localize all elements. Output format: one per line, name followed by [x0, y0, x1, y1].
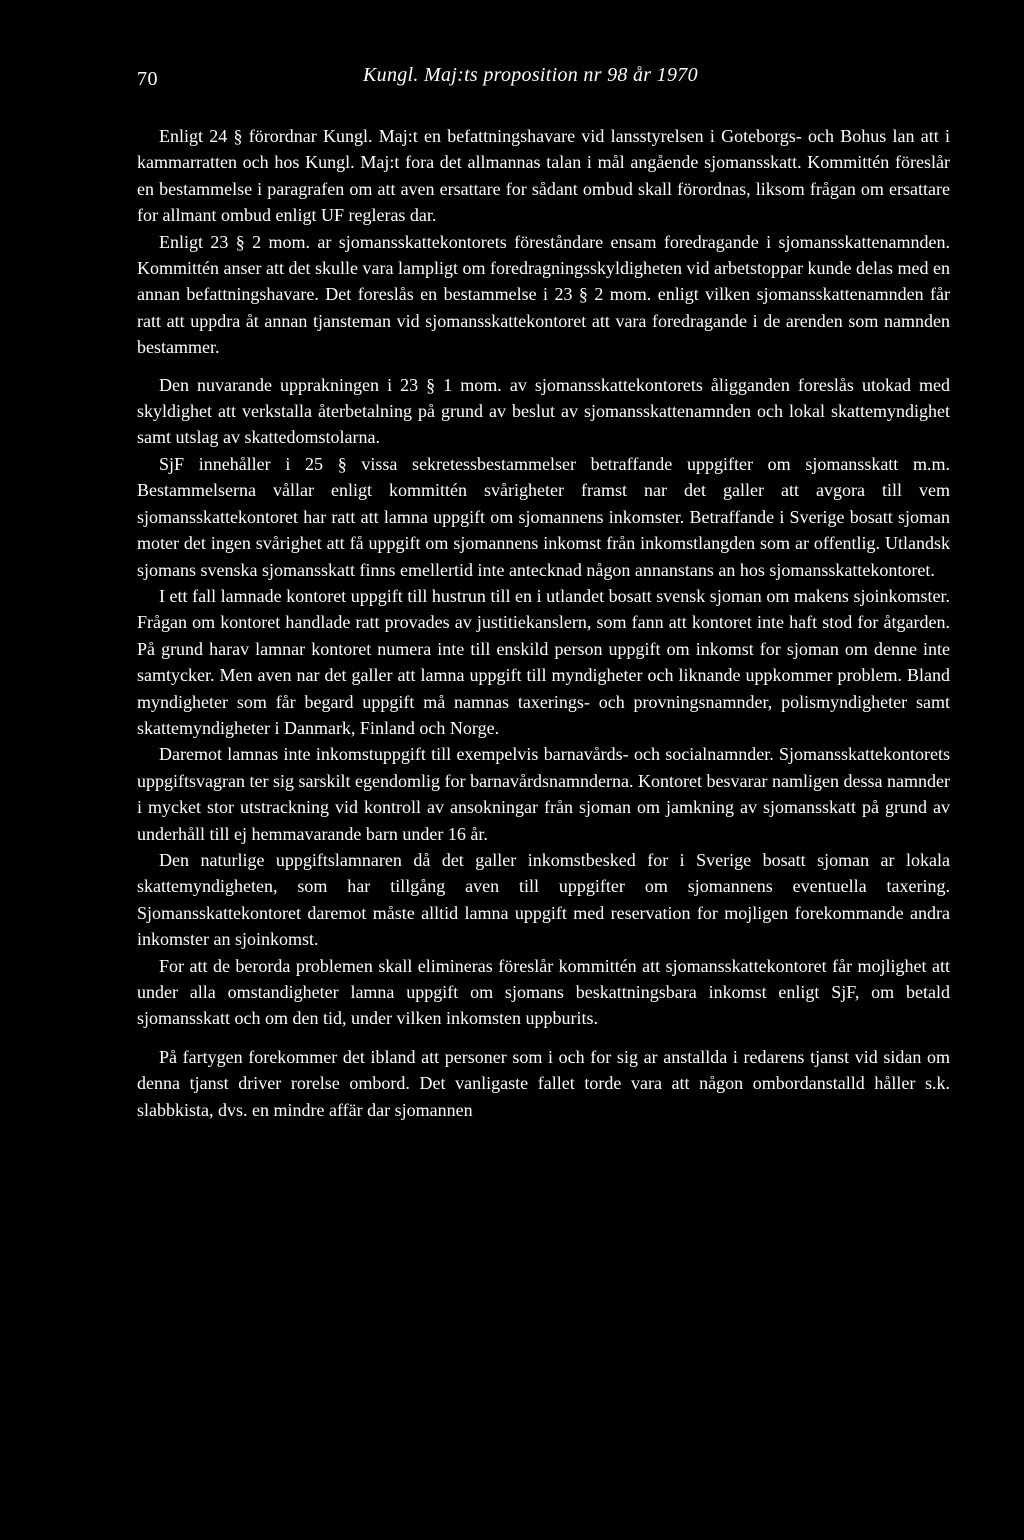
paragraph: Daremot lamnas inte inkomstuppgift till exempelvis barnavårds- och socialnamnder. Sjomansskattekontorets uppgiftsvagran ter sig sarskilt egendomlig for barnavårdsnamnderna. Kontoret besvarar namligen dessa namnder i mycket stor utstrackning vid kontroll av ansokningar från sjoman om jamkning av sjomansskatt på grund av underhåll till ej hemmavarande barn under 16 år. — [137, 744, 950, 844]
paragraph: Den nuvarande upprakningen i 23 § 1 mom. av sjomansskattekontorets åligganden foreslås utokad med skyldighet att verkstalla återbetalning på grund av beslut av sjomansskattenamnden och lokal skattemyndighet samt utslag av skattedomstolarna. — [137, 374, 950, 448]
paragraph: For att de berorda problemen skall elimineras föreslår kommittén att sjomansskattekontoret får mojlighet att under alla omstandigheter lamna uppgift om sjomans beskattningsbara inkomst enligt SjF, om betald sjomansskatt och om den tid, under vilken inkomsten uppburits. — [137, 955, 950, 1029]
paragraph: På fartygen forekommer det ibland att personer som i och for sig ar anstallda i redarens tjanst vid sidan om denna tjanst driver rorelse ombord. Det vanligaste fallet torde vara att någon ombordanstalld håller s.k. slabbkista, dvs. en mindre affär dar sjomannen — [137, 1046, 950, 1120]
paragraph: Enligt 23 § 2 mom. ar sjomansskattekontorets föreståndare ensam foredragande i sjomansskattenamnden. Kommittén anser att det skulle vara lampligt om foredragningsskyldigheten vid arbetstoppar kunde delas med en annan befattningshavare. Det foreslås en bestammelse i 23 § 2 mom. enligt vilken sjomansskattenamnden får ratt att uppdra åt annan tjansteman vid sjomansskattekontoret att vara foredragande i de arenden som namnden bestammer. — [137, 231, 950, 358]
running-head: Kungl. Maj:ts proposition nr 98 år 1970 — [363, 64, 698, 86]
paragraph: Den naturlige uppgiftslamnaren då det galler inkomstbesked for i Sverige bosatt sjoman ar lokala skattemyndigheten, som har tillgång aven till uppgifter om sjomannens eventuella taxering. Sjomansskattekontoret daremot måste alltid lamna uppgift med reservation for mojligen forekommande andra inkomster an sjoinkomst. — [137, 849, 950, 950]
body-text — [137, 123, 950, 1123]
page-number: 70 — [137, 68, 158, 90]
paragraph: Enligt 24 § förordnar Kungl. Maj:t en befattningshavare vid lansstyrelsen i Goteborgs- och Bohus lan att i kammarratten och hos Kungl. Maj:t fora det allmannas talan i mål angående sjomansskatt. Kommittén föreslår en bestammelse i paragrafen om att aven ersattare for sådant ombud skall förordnas, liksom frågan om ersattare for allmant ombud enligt UF regleras dar. — [137, 126, 950, 226]
paragraph: SjF innehåller i 25 § vissa sekretessbestammelser betraffande uppgifter om sjomansskatt m.m. Bestammelserna vållar enligt kommittén svårigheter framst nar det galler att avgora till vem sjomansskattekontoret har ratt att lamna uppgift om sjomannens inkomster. Betraffande i Sverige bosatt sjoman moter det ingen svårighet att få uppgift om sjomannens inkomst från inkomstlangden som ar offentlig. Utlandsk sjomans svenska sjomansskatt finns emellertid inte antecknad någon annanstans an hos sjomansskattekontoret. — [137, 453, 950, 580]
page-header — [0, 64, 1024, 100]
paragraph: I ett fall lamnade kontoret uppgift till hustrun till en i utlandet bosatt svensk sjoman om makens sjoinkomster. Frågan om kontoret handlade ratt provades av justitiekanslern, som fann att kontoret inte haft stod for åtgarden. På grund harav lamnar kontoret numera inte till enskild person uppgift om inkomst for sjoman om denne inte samtycker. Men aven nar det galler att lamna uppgift till myndigheter och liknande uppkommer problem. Bland myndigheter som får begard uppgift må namnas taxerings- och provningsnamnder, polismyndigheter samt skattemyndigheter i Danmark, Finland och Norge. — [137, 585, 950, 738]
